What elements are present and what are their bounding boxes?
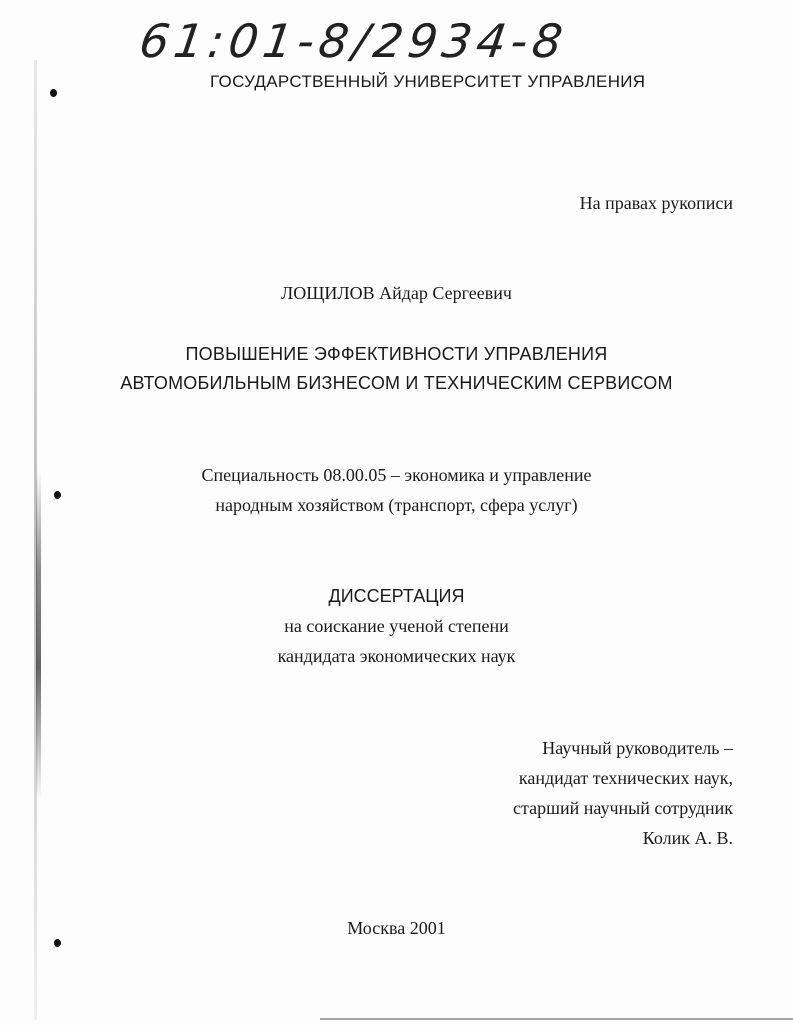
supervisor-line-3: старший научный сотрудник [513,798,733,818]
scan-bottom-edge [320,1018,793,1020]
city-year: Москва 2001 [347,918,446,938]
university-name: ГОСУДАРСТВЕННЫЙ УНИВЕРСИТЕТ УПРАВЛЕНИЯ [210,72,646,91]
manuscript-note: На правах рукописи [579,193,733,213]
binding-hole-mark [50,89,57,97]
title-line-1: ПОВЫШЕНИЕ ЭФФЕКТИВНОСТИ УПРАВЛЕНИЯ [185,344,608,364]
degree-line-2: кандидата экономических наук [277,646,516,666]
title-line-2: АВТОМОБИЛЬНЫМ БИЗНЕСОМ И ТЕХНИЧЕСКИМ СЕРВИСОМ [120,373,673,393]
specialty-line-2: народным хозяйством (транспорт, сфера услуг) [215,495,578,515]
dissertation-label: ДИССЕРТАЦИЯ [328,586,465,606]
specialty-line-1: Специальность 08.00.05 – экономика и управление [201,465,592,485]
archive-number-handwritten: 61:01-8/2934-8 [136,14,571,68]
author-name: ЛОЩИЛОВ Айдар Сергеевич [281,283,512,303]
binding-hole-mark [54,939,61,947]
degree-line-1: на соискание ученой степени [284,616,509,636]
supervisor-line-1: Научный руководитель – [542,738,733,758]
supervisor-line-2: кандидат технических наук, [518,768,733,788]
supervisor-name: Колик А. В. [642,828,733,848]
